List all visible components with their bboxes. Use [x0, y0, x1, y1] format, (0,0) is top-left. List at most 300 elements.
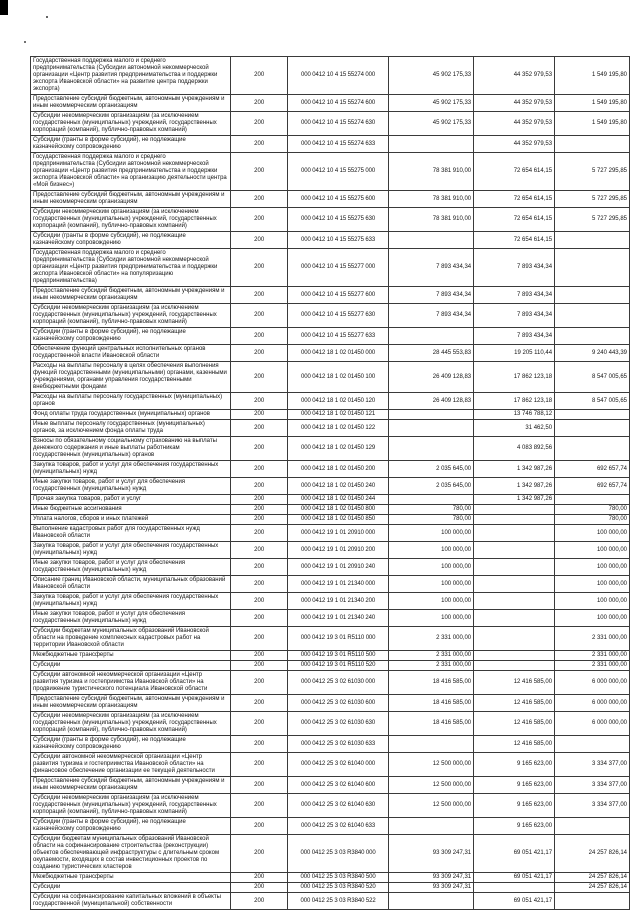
table-row [31, 576, 630, 593]
row-description: Взносы по обязательному социальному страхованию на выплаты денежного содержания и иные выплаты работникам государственных (муниципальных) органов [31, 437, 231, 461]
row-budget-classification-code: 000 0412 18 1 02 01450 000 [287, 345, 388, 362]
row-description: Предоставление субсидий бюджетным, автономным учреждениям и иным некоммерческим организациям [31, 777, 231, 794]
row-budget-classification-code: 000 0412 25 3 02 61040 630 [287, 794, 388, 818]
table-row [31, 437, 630, 461]
table-row [31, 712, 630, 736]
table-row [31, 525, 630, 542]
row-budget-classification-code: 000 0412 10 4 15 55274 600 [287, 95, 388, 112]
row-expense-type-code: 200 [231, 57, 288, 95]
table-row [31, 794, 630, 818]
row-description: Предоставление субсидий бюджетным, автономным учреждениям и иным некоммерческим организациям [31, 695, 231, 712]
row-description: Субсидии (гранты в форме субсидий), не подлежащие казначейскому сопровождению [31, 818, 231, 835]
row-unexecuted-amount: 1 549 195,80 [555, 57, 630, 95]
row-executed-amount [474, 610, 555, 627]
row-budget-classification-code: 000 0412 25 3 02 61040 000 [287, 753, 388, 777]
row-unexecuted-amount: 780,00 [555, 505, 630, 515]
table-row [31, 478, 630, 495]
row-approved-amount: 78 381 910,00 [389, 153, 474, 191]
table-row [31, 495, 630, 505]
row-description: Иные выплаты персоналу государственных (муниципальных) органов, за исключением фонда оплаты труда [31, 420, 231, 437]
row-budget-classification-code: 000 0412 10 4 15 55277 000 [287, 249, 388, 287]
row-expense-type-code: 200 [231, 112, 288, 136]
row-executed-amount: 69 051 421,17 [474, 835, 555, 873]
row-executed-amount: 17 862 123,18 [474, 393, 555, 410]
row-approved-amount [389, 328, 474, 345]
row-unexecuted-amount [555, 420, 630, 437]
row-executed-amount [474, 627, 555, 651]
budget-table-body [31, 57, 630, 910]
row-executed-amount: 69 051 421,17 [474, 873, 555, 883]
row-budget-classification-code: 000 0412 10 4 15 55274 630 [287, 112, 388, 136]
row-budget-classification-code: 000 0412 10 4 15 55275 630 [287, 208, 388, 232]
row-executed-amount: 12 416 585,00 [474, 712, 555, 736]
row-approved-amount: 12 500 000,00 [389, 777, 474, 794]
row-description: Межбюджетные трансферты [31, 651, 231, 661]
row-unexecuted-amount [555, 136, 630, 153]
row-description: Иные бюджетные ассигнования [31, 505, 231, 515]
row-budget-classification-code: 000 0412 19 1 01 21340 200 [287, 593, 388, 610]
row-unexecuted-amount: 2 331 000,00 [555, 661, 630, 671]
row-unexecuted-amount: 24 257 826,14 [555, 883, 630, 893]
row-executed-amount [474, 883, 555, 893]
table-row [31, 95, 630, 112]
row-budget-classification-code: 000 0412 10 4 15 55275 600 [287, 191, 388, 208]
row-approved-amount: 100 000,00 [389, 525, 474, 542]
row-budget-classification-code: 000 0412 10 4 15 55277 630 [287, 304, 388, 328]
row-unexecuted-amount: 100 000,00 [555, 610, 630, 627]
row-expense-type-code: 200 [231, 232, 288, 249]
row-executed-amount: 44 352 979,53 [474, 112, 555, 136]
row-executed-amount: 31 462,50 [474, 420, 555, 437]
row-executed-amount: 44 352 979,53 [474, 136, 555, 153]
row-approved-amount: 78 381 910,00 [389, 191, 474, 208]
table-row [31, 695, 630, 712]
table-row [31, 136, 630, 153]
row-approved-amount: 7 893 434,34 [389, 249, 474, 287]
row-expense-type-code: 200 [231, 736, 288, 753]
row-expense-type-code: 200 [231, 559, 288, 576]
row-executed-amount: 44 352 979,53 [474, 95, 555, 112]
row-description: Расходы на выплаты персоналу государственных (муниципальных) органов [31, 393, 231, 410]
row-description: Субсидии автономной некоммерческой организации «Центр развития туризма и гостеприимства Ивановской области» на финансовое обеспечение организации ее текущей деятельности [31, 753, 231, 777]
row-description: Субсидии некоммерческим организациям (за исключением государственных (муниципальных) учреждений, государственных корпораций (компаний), публично-правовых компаний) [31, 112, 231, 136]
row-approved-amount [389, 232, 474, 249]
row-budget-classification-code: 000 0412 18 1 02 01450 240 [287, 478, 388, 495]
row-expense-type-code: 200 [231, 818, 288, 835]
row-approved-amount: 7 893 434,34 [389, 287, 474, 304]
row-expense-type-code: 200 [231, 362, 288, 393]
row-unexecuted-amount: 100 000,00 [555, 542, 630, 559]
row-executed-amount: 7 893 434,34 [474, 328, 555, 345]
row-expense-type-code: 200 [231, 208, 288, 232]
row-approved-amount [389, 818, 474, 835]
row-expense-type-code: 200 [231, 505, 288, 515]
row-budget-classification-code: 000 0412 18 1 02 01450 244 [287, 495, 388, 505]
row-budget-classification-code: 000 0412 18 1 02 01450 129 [287, 437, 388, 461]
row-description: Субсидии [31, 661, 231, 671]
row-budget-classification-code: 000 0412 18 1 02 01450 120 [287, 393, 388, 410]
table-row [31, 515, 630, 525]
row-budget-classification-code: 000 0412 25 3 03 R3840 522 [287, 893, 388, 910]
row-description: Предоставление субсидий бюджетным, автономным учреждениям и иным некоммерческим организациям [31, 287, 231, 304]
row-expense-type-code: 200 [231, 393, 288, 410]
row-budget-classification-code: 000 0412 19 1 01 20910 000 [287, 525, 388, 542]
row-description: Государственная поддержка малого и среднего предпринимательства (Субсидии автономной некоммерческой организации «Центр развития предпринимательства и поддержки экспорта Ивановской области» на организацию деятельности центра «Мой бизнес») [31, 153, 231, 191]
table-row [31, 191, 630, 208]
table-row [31, 393, 630, 410]
row-description: Уплата налогов, сборов и иных платежей [31, 515, 231, 525]
row-expense-type-code: 200 [231, 610, 288, 627]
row-budget-classification-code: 000 0412 25 3 02 61030 633 [287, 736, 388, 753]
row-executed-amount [474, 651, 555, 661]
row-approved-amount: 93 309 247,31 [389, 883, 474, 893]
row-executed-amount: 9 165 623,00 [474, 794, 555, 818]
row-description: Закупка товаров, работ и услуг для обеспечения государственных (муниципальных) нужд [31, 593, 231, 610]
row-expense-type-code: 200 [231, 651, 288, 661]
row-description: Субсидии (гранты в форме субсидий), не подлежащие казначейскому сопровождению [31, 736, 231, 753]
row-expense-type-code: 200 [231, 95, 288, 112]
row-approved-amount: 45 902 175,33 [389, 112, 474, 136]
row-executed-amount: 12 416 585,00 [474, 671, 555, 695]
row-budget-classification-code: 000 0412 10 4 15 55277 600 [287, 287, 388, 304]
row-description: Прочая закупка товаров, работ и услуг [31, 495, 231, 505]
row-budget-classification-code: 000 0412 18 1 02 01450 121 [287, 410, 388, 420]
table-row [31, 661, 630, 671]
row-approved-amount: 12 500 000,00 [389, 794, 474, 818]
row-expense-type-code: 200 [231, 777, 288, 794]
row-expense-type-code: 200 [231, 191, 288, 208]
row-executed-amount: 9 165 623,00 [474, 818, 555, 835]
row-unexecuted-amount [555, 818, 630, 835]
row-expense-type-code: 200 [231, 287, 288, 304]
table-row [31, 249, 630, 287]
row-description: Иные закупки товаров, работ и услуг для обеспечения государственных (муниципальных) нужд [31, 478, 231, 495]
row-expense-type-code: 200 [231, 515, 288, 525]
row-budget-classification-code: 000 0412 18 1 02 01450 100 [287, 362, 388, 393]
row-executed-amount: 1 342 987,26 [474, 461, 555, 478]
row-budget-classification-code: 000 0412 10 4 15 55275 000 [287, 153, 388, 191]
row-executed-amount [474, 515, 555, 525]
row-unexecuted-amount: 1 549 195,80 [555, 95, 630, 112]
table-row [31, 287, 630, 304]
row-executed-amount [474, 505, 555, 515]
row-description: Государственная поддержка малого и среднего предпринимательства (Субсидии автономной некоммерческой организации «Центр развития предпринимательства и поддержки экспорта Ивановской области» на популяризацию предпринимательства) [31, 249, 231, 287]
row-budget-classification-code: 000 0412 18 1 02 01450 122 [287, 420, 388, 437]
table-row [31, 883, 630, 893]
row-expense-type-code: 200 [231, 328, 288, 345]
table-row [31, 736, 630, 753]
table-row [31, 153, 630, 191]
row-unexecuted-amount: 5 727 295,85 [555, 191, 630, 208]
row-unexecuted-amount [555, 736, 630, 753]
row-approved-amount: 100 000,00 [389, 593, 474, 610]
row-expense-type-code: 200 [231, 249, 288, 287]
row-unexecuted-amount [555, 893, 630, 910]
row-executed-amount: 72 654 614,15 [474, 191, 555, 208]
row-executed-amount: 1 342 987,26 [474, 478, 555, 495]
row-executed-amount [474, 542, 555, 559]
row-unexecuted-amount: 3 334 377,00 [555, 794, 630, 818]
row-executed-amount [474, 661, 555, 671]
row-expense-type-code: 200 [231, 883, 288, 893]
row-description: Государственная поддержка малого и среднего предпринимательства (Субсидии автономной некоммерческой организации «Центр развития предпринимательства и поддержки экспорта Ивановской области» на развитие центра поддержки экспорта) [31, 57, 231, 95]
row-executed-amount: 12 416 585,00 [474, 695, 555, 712]
row-approved-amount: 780,00 [389, 515, 474, 525]
row-approved-amount: 26 409 128,83 [389, 362, 474, 393]
row-approved-amount [389, 437, 474, 461]
row-unexecuted-amount: 8 547 005,65 [555, 362, 630, 393]
row-approved-amount: 18 416 585,00 [389, 712, 474, 736]
row-budget-classification-code: 000 0412 19 1 01 20910 200 [287, 542, 388, 559]
table-row [31, 873, 630, 883]
row-executed-amount: 69 051 421,17 [474, 893, 555, 910]
table-row [31, 232, 630, 249]
row-expense-type-code: 200 [231, 437, 288, 461]
row-budget-classification-code: 000 0412 19 1 01 20910 240 [287, 559, 388, 576]
row-unexecuted-amount: 692 657,74 [555, 461, 630, 478]
row-description: Субсидии [31, 883, 231, 893]
row-budget-classification-code: 000 0412 10 4 15 55274 000 [287, 57, 388, 95]
row-budget-classification-code: 000 0412 10 4 15 55275 633 [287, 232, 388, 249]
table-row [31, 208, 630, 232]
row-unexecuted-amount: 6 000 000,00 [555, 695, 630, 712]
row-executed-amount: 72 654 614,15 [474, 232, 555, 249]
row-approved-amount: 2 331 000,00 [389, 661, 474, 671]
row-approved-amount: 2 331 000,00 [389, 651, 474, 661]
row-description: Обеспечение функций центральных исполнительных органов государственной власти Ивановской области [31, 345, 231, 362]
budget-expenditure-table [30, 56, 630, 910]
row-description: Субсидии некоммерческим организациям (за исключением государственных (муниципальных) учреждений, государственных корпораций (компаний), публично-правовых компаний) [31, 712, 231, 736]
row-unexecuted-amount [555, 410, 630, 420]
row-approved-amount: 100 000,00 [389, 576, 474, 593]
row-description: Субсидии некоммерческим организациям (за исключением государственных (муниципальных) учреждений, государственных корпораций (компаний), публично-правовых компаний) [31, 794, 231, 818]
row-unexecuted-amount: 24 257 826,14 [555, 835, 630, 873]
row-executed-amount: 19 205 110,44 [474, 345, 555, 362]
row-description: Закупка товаров, работ и услуг для обеспечения государственных (муниципальных) нужд [31, 542, 231, 559]
row-executed-amount: 7 893 434,34 [474, 249, 555, 287]
row-unexecuted-amount: 5 727 295,85 [555, 153, 630, 191]
row-description: Иные закупки товаров, работ и услуг для обеспечения государственных (муниципальных) нужд [31, 610, 231, 627]
row-unexecuted-amount [555, 249, 630, 287]
table-row [31, 559, 630, 576]
row-expense-type-code: 200 [231, 794, 288, 818]
row-budget-classification-code: 000 0412 19 3 01 R5110 520 [287, 661, 388, 671]
row-expense-type-code: 200 [231, 627, 288, 651]
row-executed-amount: 9 165 623,00 [474, 777, 555, 794]
row-approved-amount [389, 495, 474, 505]
row-budget-classification-code: 000 0412 25 3 02 61030 630 [287, 712, 388, 736]
row-executed-amount [474, 576, 555, 593]
row-description: Субсидии (гранты в форме субсидий), не подлежащие казначейскому сопровождению [31, 232, 231, 249]
row-approved-amount: 7 893 434,34 [389, 304, 474, 328]
row-budget-classification-code: 000 0412 25 3 03 R3840 000 [287, 835, 388, 873]
row-approved-amount: 2 331 000,00 [389, 627, 474, 651]
table-row [31, 420, 630, 437]
table-row [31, 542, 630, 559]
row-description: Закупка товаров, работ и услуг для обеспечения государственных (муниципальных) нужд [31, 461, 231, 478]
row-budget-classification-code: 000 0412 18 1 02 01450 800 [287, 505, 388, 515]
row-approved-amount: 26 409 128,83 [389, 393, 474, 410]
row-approved-amount: 45 902 175,33 [389, 95, 474, 112]
scan-artifact-speck [46, 16, 48, 18]
row-budget-classification-code: 000 0412 18 1 02 01450 850 [287, 515, 388, 525]
row-executed-amount: 4 083 892,56 [474, 437, 555, 461]
row-unexecuted-amount: 24 257 826,14 [555, 873, 630, 883]
row-expense-type-code: 200 [231, 304, 288, 328]
row-unexecuted-amount: 100 000,00 [555, 525, 630, 542]
row-budget-classification-code: 000 0412 10 4 15 55274 633 [287, 136, 388, 153]
row-budget-classification-code: 000 0412 10 4 15 55277 633 [287, 328, 388, 345]
row-approved-amount: 18 416 585,00 [389, 671, 474, 695]
row-budget-classification-code: 000 0412 25 3 02 61040 633 [287, 818, 388, 835]
row-executed-amount: 12 416 585,00 [474, 736, 555, 753]
table-row [31, 112, 630, 136]
row-executed-amount: 72 654 614,15 [474, 208, 555, 232]
row-unexecuted-amount: 2 331 000,00 [555, 651, 630, 661]
table-row [31, 753, 630, 777]
row-approved-amount: 2 035 645,00 [389, 478, 474, 495]
row-description: Субсидии некоммерческим организациям (за исключением государственных (муниципальных) учреждений, государственных корпораций (компаний), публично-правовых компаний) [31, 208, 231, 232]
row-unexecuted-amount: 3 334 377,00 [555, 777, 630, 794]
row-expense-type-code: 200 [231, 478, 288, 495]
row-expense-type-code: 200 [231, 753, 288, 777]
row-expense-type-code: 200 [231, 661, 288, 671]
table-row [31, 893, 630, 910]
row-approved-amount: 2 035 645,00 [389, 461, 474, 478]
row-description: Иные закупки товаров, работ и услуг для обеспечения государственных (муниципальных) нужд [31, 559, 231, 576]
row-executed-amount [474, 525, 555, 542]
row-description: Субсидии на софинансирование капитальных вложений в объекты государственной (муниципальной) собственности [31, 893, 231, 910]
row-executed-amount [474, 593, 555, 610]
row-budget-classification-code: 000 0412 18 1 02 01450 200 [287, 461, 388, 478]
row-description: Расходы на выплаты персоналу в целях обеспечения выполнения функций государственными (муниципальными) органами, казенными учреждениями, органами управления государственными внебюджетными фондами [31, 362, 231, 393]
table-row [31, 610, 630, 627]
row-executed-amount: 1 342 987,26 [474, 495, 555, 505]
table-row [31, 57, 630, 95]
row-expense-type-code: 200 [231, 695, 288, 712]
row-expense-type-code: 200 [231, 410, 288, 420]
row-budget-classification-code: 000 0412 19 1 01 21340 000 [287, 576, 388, 593]
row-description: Предоставление субсидий бюджетным, автономным учреждениям и иным некоммерческим организациям [31, 191, 231, 208]
row-description: Межбюджетные трансферты [31, 873, 231, 883]
table-row [31, 345, 630, 362]
row-unexecuted-amount: 3 334 377,00 [555, 753, 630, 777]
table-row [31, 777, 630, 794]
row-description: Субсидии бюджетам муниципальных образований Ивановской области на проведение комплексных кадастровых работ на территории Ивановской области [31, 627, 231, 651]
row-unexecuted-amount [555, 287, 630, 304]
row-expense-type-code: 200 [231, 525, 288, 542]
row-expense-type-code: 200 [231, 420, 288, 437]
scan-artifact-corner-mark [0, 0, 8, 15]
row-executed-amount: 13 746 788,12 [474, 410, 555, 420]
row-unexecuted-amount: 8 547 005,65 [555, 393, 630, 410]
row-approved-amount: 45 902 175,33 [389, 57, 474, 95]
row-budget-classification-code: 000 0412 19 3 01 R5110 000 [287, 627, 388, 651]
row-unexecuted-amount: 100 000,00 [555, 576, 630, 593]
row-approved-amount [389, 893, 474, 910]
row-unexecuted-amount: 1 549 195,80 [555, 112, 630, 136]
row-expense-type-code: 200 [231, 345, 288, 362]
row-description: Субсидии некоммерческим организациям (за исключением государственных (муниципальных) учреждений, государственных корпораций (компаний), публично-правовых компаний) [31, 304, 231, 328]
row-unexecuted-amount: 2 331 000,00 [555, 627, 630, 651]
row-description: Фонд оплаты труда государственных (муниципальных) органов [31, 410, 231, 420]
row-description: Субсидии автономной некоммерческой организации «Центр развития туризма и гостеприимства Ивановской области» на продвижение туристического потенциала Ивановской области [31, 671, 231, 695]
row-expense-type-code: 200 [231, 136, 288, 153]
row-budget-classification-code: 000 0412 19 1 01 21340 240 [287, 610, 388, 627]
row-unexecuted-amount: 5 727 295,85 [555, 208, 630, 232]
row-approved-amount: 100 000,00 [389, 542, 474, 559]
row-approved-amount: 100 000,00 [389, 559, 474, 576]
row-description: Выполнение кадастровых работ для государственных нужд Ивановской области [31, 525, 231, 542]
row-approved-amount: 28 445 553,83 [389, 345, 474, 362]
row-expense-type-code: 200 [231, 671, 288, 695]
table-row [31, 593, 630, 610]
row-approved-amount: 93 309 247,31 [389, 835, 474, 873]
row-unexecuted-amount: 692 657,74 [555, 478, 630, 495]
table-row [31, 505, 630, 515]
table-row [31, 651, 630, 661]
row-expense-type-code: 200 [231, 835, 288, 873]
row-budget-classification-code: 000 0412 25 3 03 R3840 500 [287, 873, 388, 883]
row-expense-type-code: 200 [231, 495, 288, 505]
row-approved-amount: 12 500 000,00 [389, 753, 474, 777]
row-unexecuted-amount [555, 328, 630, 345]
row-approved-amount: 780,00 [389, 505, 474, 515]
row-unexecuted-amount: 9 240 443,39 [555, 345, 630, 362]
row-executed-amount: 7 893 434,34 [474, 304, 555, 328]
row-description: Субсидии (гранты в форме субсидий), не подлежащие казначейскому сопровождению [31, 328, 231, 345]
row-unexecuted-amount [555, 232, 630, 249]
table-row [31, 835, 630, 873]
row-approved-amount: 18 416 585,00 [389, 695, 474, 712]
row-budget-classification-code: 000 0412 25 3 02 61030 600 [287, 695, 388, 712]
table-row [31, 410, 630, 420]
row-unexecuted-amount: 6 000 000,00 [555, 712, 630, 736]
row-budget-classification-code: 000 0412 25 3 02 61030 000 [287, 671, 388, 695]
table-row [31, 818, 630, 835]
row-approved-amount: 78 381 910,00 [389, 208, 474, 232]
table-row [31, 304, 630, 328]
table-row [31, 671, 630, 695]
row-description: Предоставление субсидий бюджетным, автономным учреждениям и иным некоммерческим организациям [31, 95, 231, 112]
row-expense-type-code: 200 [231, 461, 288, 478]
row-expense-type-code: 200 [231, 542, 288, 559]
row-expense-type-code: 200 [231, 593, 288, 610]
row-approved-amount: 100 000,00 [389, 610, 474, 627]
row-expense-type-code: 200 [231, 873, 288, 883]
row-executed-amount: 7 893 434,34 [474, 287, 555, 304]
row-unexecuted-amount [555, 304, 630, 328]
row-unexecuted-amount: 100 000,00 [555, 559, 630, 576]
row-expense-type-code: 200 [231, 712, 288, 736]
row-unexecuted-amount: 6 000 000,00 [555, 671, 630, 695]
row-approved-amount [389, 420, 474, 437]
row-expense-type-code: 200 [231, 893, 288, 910]
row-executed-amount: 9 165 623,00 [474, 753, 555, 777]
row-approved-amount [389, 410, 474, 420]
table-row [31, 627, 630, 651]
row-approved-amount [389, 136, 474, 153]
row-executed-amount: 44 352 979,53 [474, 57, 555, 95]
row-unexecuted-amount: 780,00 [555, 515, 630, 525]
row-unexecuted-amount: 100 000,00 [555, 593, 630, 610]
row-unexecuted-amount [555, 495, 630, 505]
table-row [31, 461, 630, 478]
row-approved-amount [389, 736, 474, 753]
scan-artifact-speck [24, 41, 26, 43]
table-row [31, 328, 630, 345]
row-expense-type-code: 200 [231, 153, 288, 191]
